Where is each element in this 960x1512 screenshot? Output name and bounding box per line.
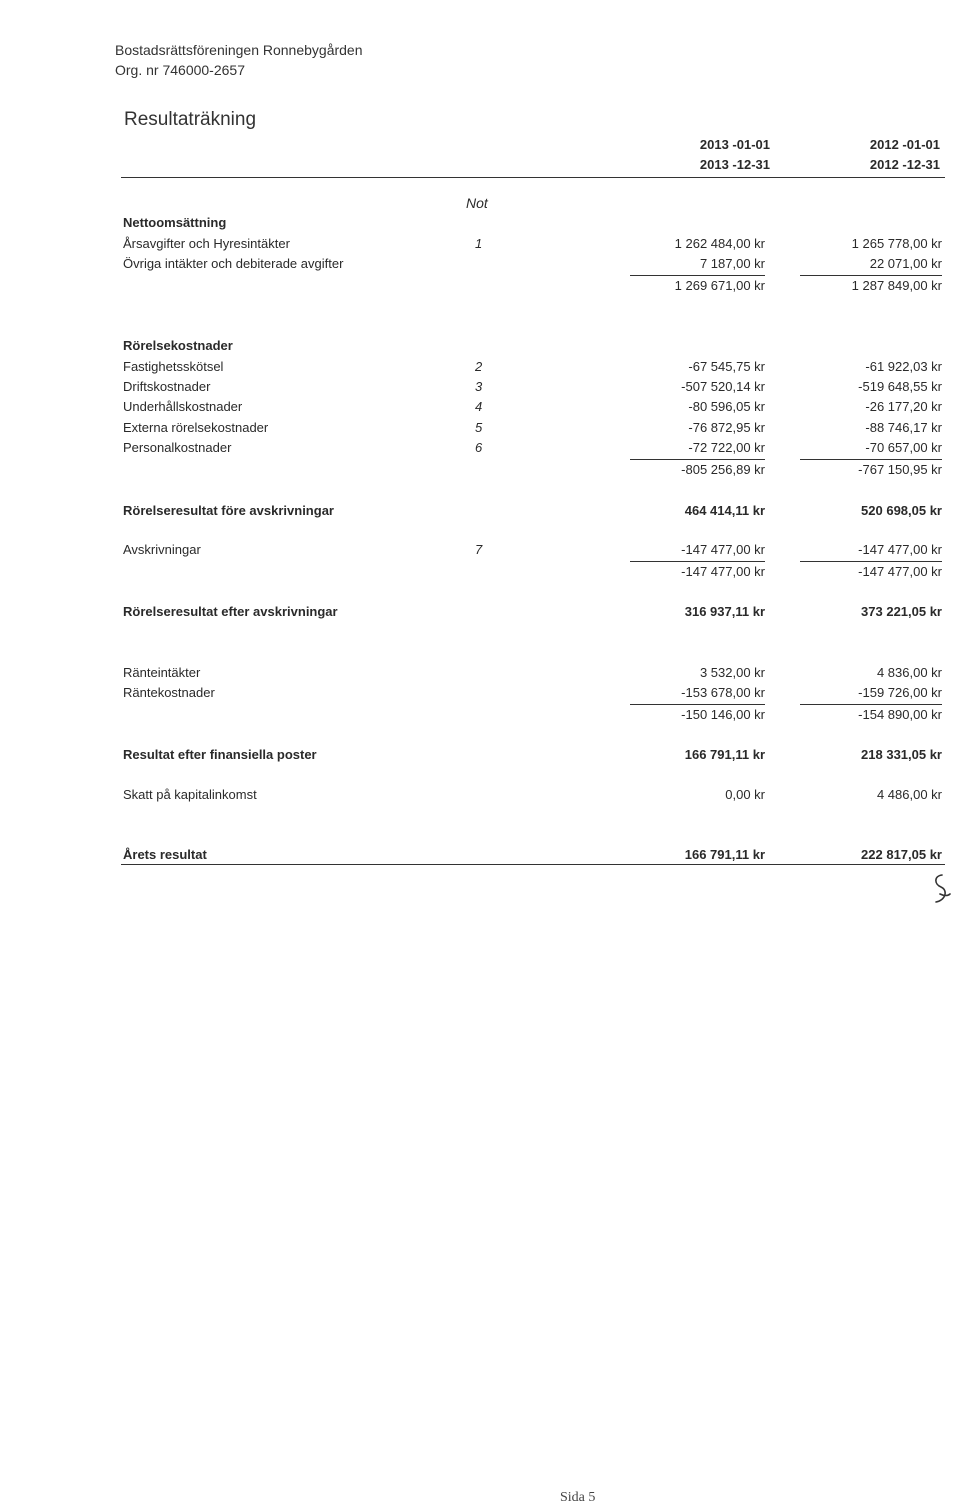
row-label: Skatt på kapitalinkomst: [123, 787, 257, 802]
row-value-2013: 166 791,11 kr: [684, 747, 765, 762]
table-row: [0, 440, 960, 460]
table-row: [0, 256, 960, 276]
subtotal-rule-2013: [630, 561, 765, 562]
row-value-2012: 4 486,00 kr: [876, 787, 942, 802]
row-value-2013: -147 477,00 kr: [681, 542, 765, 557]
row-label: Rörelsekostnader: [123, 338, 233, 353]
table-row: [0, 215, 960, 235]
row-value-2013: -76 872,95 kr: [688, 420, 765, 435]
row-value-2012: -519 648,55 kr: [858, 379, 942, 394]
row-value-2012: 373 221,05 kr: [861, 604, 942, 619]
table-row: [0, 707, 960, 727]
period-2013-end: 2013 -12-31: [699, 157, 770, 172]
period-2013-start: 2013 -01-01: [699, 137, 770, 152]
row-note: 6: [475, 440, 483, 455]
row-label: Driftskostnader: [123, 379, 211, 394]
table-row: [0, 564, 960, 584]
row-value-2012: -154 890,00 kr: [858, 707, 942, 722]
row-note: 1: [475, 236, 483, 251]
row-value-2012: -61 922,03 kr: [865, 359, 942, 374]
table-row: [0, 787, 960, 807]
row-label: Rörelseresultat före avskrivningar: [123, 503, 334, 518]
row-value-2012: -767 150,95 kr: [858, 462, 942, 477]
row-value-2013: -72 722,00 kr: [688, 440, 765, 455]
row-label: Fastighetsskötsel: [123, 359, 224, 374]
subtotal-rule-2013: [630, 704, 765, 705]
row-value-2013: 1 269 671,00 kr: [674, 278, 765, 293]
row-value-2012: 520 698,05 kr: [861, 503, 942, 518]
row-value-2013: -147 477,00 kr: [681, 564, 765, 579]
subtotal-rule-2013: [630, 275, 765, 276]
row-value-2013: 464 414,11 kr: [684, 503, 765, 518]
table-row: [0, 462, 960, 482]
table-row: [0, 747, 960, 767]
row-value-2012: 1 287 849,00 kr: [851, 278, 942, 293]
row-value-2013: 0,00 kr: [725, 787, 765, 802]
row-label: Underhållskostnader: [123, 399, 243, 414]
row-value-2013: -80 596,05 kr: [688, 399, 765, 414]
row-value-2013: 316 937,11 kr: [684, 604, 765, 619]
row-note: 4: [475, 399, 483, 414]
row-label: Externa rörelsekostnader: [123, 420, 269, 435]
table-row: [0, 685, 960, 705]
row-label: Ränteintäkter: [123, 665, 201, 680]
organization-number: Org. nr 746000-2657: [115, 62, 245, 78]
row-note: 5: [475, 420, 483, 435]
row-note: 3: [475, 379, 483, 394]
table-row: [0, 278, 960, 298]
page-number: Sida 5: [560, 1490, 596, 1505]
row-label: Årets resultat: [123, 847, 207, 862]
row-value-2013: -153 678,00 kr: [681, 685, 765, 700]
page-title: Resultaträkning: [124, 109, 257, 130]
row-value-2013: 7 187,00 kr: [699, 256, 765, 271]
row-value-2012: -88 746,17 kr: [865, 420, 942, 435]
row-value-2012: -147 477,00 kr: [858, 542, 942, 557]
row-value-2013: -507 520,14 kr: [681, 379, 765, 394]
row-value-2012: 4 836,00 kr: [876, 665, 942, 680]
header-rule: [121, 177, 945, 178]
row-value-2012: -26 177,20 kr: [865, 399, 942, 414]
row-value-2013: 166 791,11 kr: [684, 847, 765, 862]
table-row: [0, 379, 960, 399]
subtotal-rule-2012: [800, 459, 942, 460]
row-note: 7: [475, 542, 483, 557]
row-value-2013: -150 146,00 kr: [681, 707, 765, 722]
row-value-2013: 1 262 484,00 kr: [674, 236, 765, 251]
table-row: [0, 665, 960, 685]
row-value-2013: -67 545,75 kr: [688, 359, 765, 374]
row-value-2012: -159 726,00 kr: [858, 685, 942, 700]
row-label: Nettoomsättning: [123, 215, 227, 230]
row-value-2012: 218 331,05 kr: [861, 747, 942, 762]
note-column-header: Not: [466, 195, 488, 211]
table-row: [0, 338, 960, 358]
row-value-2013: 3 532,00 kr: [699, 665, 765, 680]
result-rule: [121, 864, 945, 865]
table-row: [0, 420, 960, 440]
table-row: [0, 236, 960, 256]
row-label: Resultat efter finansiella poster: [123, 747, 317, 762]
row-label: Övriga intäkter och debiterade avgifter: [123, 256, 344, 271]
table-row: [0, 399, 960, 419]
subtotal-rule-2013: [630, 459, 765, 460]
row-label: Årsavgifter och Hyresintäkter: [123, 236, 290, 251]
table-row: [0, 604, 960, 624]
signature-mark: [928, 872, 954, 908]
subtotal-rule-2012: [800, 561, 942, 562]
row-value-2012: -70 657,00 kr: [865, 440, 942, 455]
row-value-2012: 1 265 778,00 kr: [851, 236, 942, 251]
row-value-2012: 222 817,05 kr: [861, 847, 942, 862]
row-label: Rörelseresultat efter avskrivningar: [123, 604, 338, 619]
period-2012-end: 2012 -12-31: [869, 157, 940, 172]
period-2012-start: 2012 -01-01: [869, 137, 940, 152]
row-value-2013: -805 256,89 kr: [681, 462, 765, 477]
row-label: Personalkostnader: [123, 440, 232, 455]
table-row: [0, 503, 960, 523]
row-value-2012: -147 477,00 kr: [858, 564, 942, 579]
table-row: [0, 359, 960, 379]
row-label: Avskrivningar: [123, 542, 201, 557]
subtotal-rule-2012: [800, 275, 942, 276]
organization-name: Bostadsrättsföreningen Ronnebygården: [115, 42, 363, 58]
row-label: Räntekostnader: [123, 685, 215, 700]
subtotal-rule-2012: [800, 704, 942, 705]
row-note: 2: [475, 359, 483, 374]
table-row: [0, 542, 960, 562]
row-value-2012: 22 071,00 kr: [869, 256, 942, 271]
